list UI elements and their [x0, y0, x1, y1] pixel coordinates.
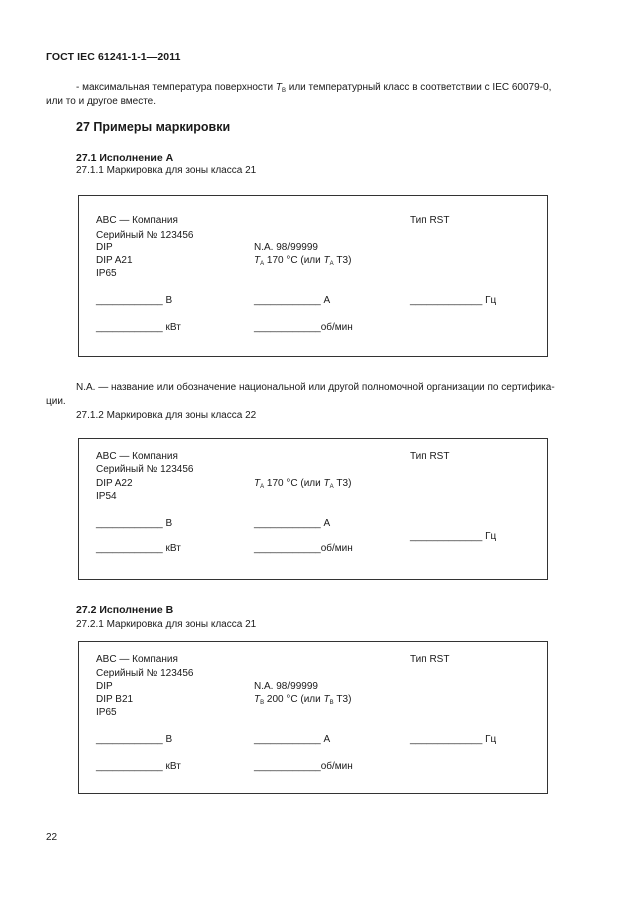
temperature: $T_B$ 200 °C (или $T_B$ Т3)	[254, 694, 352, 706]
temperature: $T_A$ 170 °C (или $T_A$ Т3)	[254, 478, 352, 490]
serial-number: Серийный № 123456	[96, 464, 194, 475]
serial-number: Серийный № 123456	[96, 230, 194, 241]
blank-frequency: _____________ Гц	[410, 734, 497, 745]
marking-box-1	[78, 195, 548, 357]
blank-rpm: ____________об/мин	[254, 322, 353, 333]
intro-paragraph	[46, 81, 586, 95]
blank-rpm: ____________об/мин	[254, 761, 353, 772]
dip-class: DIP A22	[96, 478, 133, 489]
section-title: 27 Примеры маркировки	[76, 120, 231, 134]
company-name: ABC — Компания	[96, 215, 178, 226]
company-name: ABC — Компания	[96, 451, 178, 462]
ip-rating: IP65	[96, 268, 117, 279]
type-label: Тип RST	[410, 654, 450, 665]
type-label: Тип RST	[410, 451, 450, 462]
company-name: ABC — Компания	[96, 654, 178, 665]
ip-rating: IP65	[96, 707, 117, 718]
note-line2: ции.	[46, 396, 66, 407]
serial-number: Серийный № 123456	[96, 668, 194, 679]
blank-current: ____________ А	[254, 518, 331, 529]
item-27-1-1: 27.1.1 Маркировка для зоны класса 21	[76, 165, 257, 176]
ip-rating: IP54	[96, 491, 117, 502]
marking-box-2	[78, 438, 548, 580]
document-header: ГОСТ IEC 61241-1-1—2011	[46, 51, 181, 63]
temperature: $T_A$ 170 °C (или $T_A$ Т3)	[254, 255, 352, 267]
marking-box-3	[78, 641, 548, 794]
na-number: N.A. 98/99999	[254, 242, 318, 253]
item-27-2-1: 27.2.1 Маркировка для зоны класса 21	[76, 619, 257, 630]
blank-frequency: _____________ Гц	[410, 295, 497, 306]
type-label: Тип RST	[410, 215, 450, 226]
blank-voltage: ____________ В	[96, 518, 173, 529]
blank-frequency: _____________ Гц	[410, 531, 497, 542]
page-number: 22	[46, 832, 58, 843]
temp-symbol: T	[275, 82, 282, 93]
blank-power: ____________ кВт	[96, 543, 181, 554]
blank-power: ____________ кВт	[96, 761, 181, 772]
blank-power: ____________ кВт	[96, 322, 181, 333]
blank-current: ____________ А	[254, 295, 331, 306]
item-27-1-2: 27.1.2 Маркировка для зоны класса 22	[76, 410, 257, 421]
subsection-a-title: 27.1 Исполнение А	[76, 152, 174, 164]
dip-label: DIP	[96, 242, 113, 253]
blank-voltage: ____________ В	[96, 734, 173, 745]
dip-label: DIP	[96, 681, 113, 692]
intro-text: - максимальная температура поверхности	[76, 82, 276, 93]
dip-class: DIP A21	[96, 255, 133, 266]
intro-line2: или то и другое вместе.	[46, 96, 157, 107]
blank-current: ____________ А	[254, 734, 331, 745]
subsection-b-title: 27.2 Исполнение В	[76, 604, 174, 616]
temp-subscript: B	[281, 88, 286, 94]
dip-class: DIP B21	[96, 694, 134, 705]
blank-voltage: ____________ В	[96, 295, 173, 306]
intro-text-cont: или температурный класс в соответствии с IEC 60079-0,	[285, 82, 552, 93]
na-number: N.A. 98/99999	[254, 681, 318, 692]
blank-rpm: ____________об/мин	[254, 543, 353, 554]
note-line1: N.A. — название или обозначение национальной или другой полномочной организации по сертифика-	[76, 382, 555, 393]
